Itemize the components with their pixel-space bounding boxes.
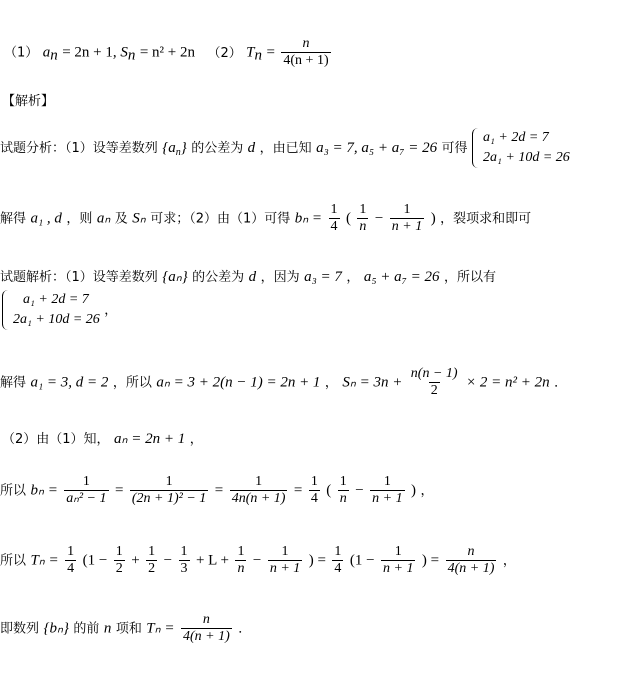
answer-tn-symbol: T xyxy=(246,44,255,61)
analysis-condition: a₃ = 7, a₅ + a₇ = 26 xyxy=(316,140,438,156)
solution-bn-frac-6: $\frac{1}{n + 1}$ xyxy=(372,474,403,506)
answer-an-formula: = 2n + 1, xyxy=(62,44,121,61)
solution-line-7: 所以 Tₙ = $\frac{1}{4}$ (1 − $\frac{1}{2}$ + $\frac{1}{2}$ − $\frac{1}{3}$ + L + $\frac{1}{n}$ − $\frac{1}{n + 1}$ ) = $\frac{1}{4}$ (1 − $\frac{1}{n + 1}$ ) = $\frac{n}{4(n + 1)}$ ， xyxy=(0,544,516,576)
answer-tn-fraction: $\frac{n}{4(n + 1)}$ xyxy=(283,36,329,68)
analysis-bn-fraction-1: $\frac{1}{4}$ xyxy=(330,202,338,234)
solution-line-1: 试题解析：（1）设等差数列 {aₙ} 的公差为 d ，因为 a₃ = 7 ， a₅ + a₇ = 26 ，所以有 xyxy=(0,269,496,285)
answer-an-symbol: a xyxy=(42,44,51,61)
analysis-line-2: 解得 a₁ , d ，则 aₙ 及 Sₙ 可求；（2）由（1）可得 bₙ = $\frac{1}{4}$ ( $\frac{1}{n}$ − $\frac{1}{n + 1}$ ) ，裂项求和即可 xyxy=(0,202,532,234)
solution-sn-fraction: $\frac{n(n - 1)}{2}$ xyxy=(410,366,458,398)
solution-equation-system: a₁ + 2d = 7 2a₁ + 10d = 26 ， xyxy=(2,290,117,330)
analysis-set-an: $\{a_n\}$ xyxy=(162,140,187,158)
answer-part1-label: （1） xyxy=(4,45,39,61)
answer-sn-symbol: S xyxy=(120,44,128,61)
analysis-line-1: 试题分析：（1）设等差数列 $\{a_n\}$ 的公差为 d ，由已知 a₃ = 7, a₅ + a₇ = 26 可得 a₁ + 2d = 7 2a₁ + 10d = 26 xyxy=(0,128,570,168)
solution-line-4: 解得 a₁ = 3, d = 2 ，所以 aₙ = 3 + 2(n − 1) = 2n + 1 ， Sₙ = 3n + $\frac{n(n - 1)}{2}$ × 2 = n² + 2n ． xyxy=(0,366,568,398)
solution-bn-frac-2: $\frac{1}{\text{(2n + 1)² − 1}}$ xyxy=(131,474,207,506)
section-title: 【解析】 xyxy=(2,94,55,109)
solution-line-8: 即数列 {bₙ} 的前 n 项和 Tₙ = $\frac{n}{4(n + 1)}$ ． xyxy=(0,612,252,644)
solution-final-fraction: $\frac{n}{4(n + 1)}$ xyxy=(182,612,230,644)
solution-bn-frac-4: $\frac{1}{4}$ xyxy=(310,474,318,506)
analysis-equation-system: a₁ + 2d = 7 2a₁ + 10d = 26 xyxy=(472,128,570,168)
solution-line-5: （2）由（1）知， aₙ = 2n + 1 ， xyxy=(2,431,203,447)
answer-sn-formula: = n² + 2n xyxy=(139,44,195,61)
answer-part2-label: （2） xyxy=(207,45,242,61)
analysis-bn-fraction-2: $\frac{1}{n}$ xyxy=(359,202,367,234)
analysis-bn-fraction-3: $\frac{1}{n + 1}$ xyxy=(391,202,423,234)
answer-line: （1） $a_n = 2n + 1$, $S_n = n^2 + 2n$ （2） $T_n$ = $\frac{n}{4(n + 1)}$ xyxy=(4,36,329,68)
solution-bn-frac-1: $\frac{1}{\text{aₙ² − 1}}$ xyxy=(66,474,107,506)
solution-line-6: 所以 bₙ = $\frac{1}{\text{aₙ² − 1}}$ = $\frac{1}{\text{(2n + 1)² − 1}}$ = $\frac{1}{4n(n + 1)}$ = $\frac{1}{4}$ ( $\frac{1}{n}$ − $\frac{1}{n + 1}$ ) ， xyxy=(0,474,434,506)
answer-tn-equals: = xyxy=(266,44,275,61)
solution-bn-frac-5: $\frac{1}{n}$ xyxy=(339,474,347,506)
solution-bn-frac-3: $\frac{1}{4n(n + 1)}$ xyxy=(231,474,286,506)
